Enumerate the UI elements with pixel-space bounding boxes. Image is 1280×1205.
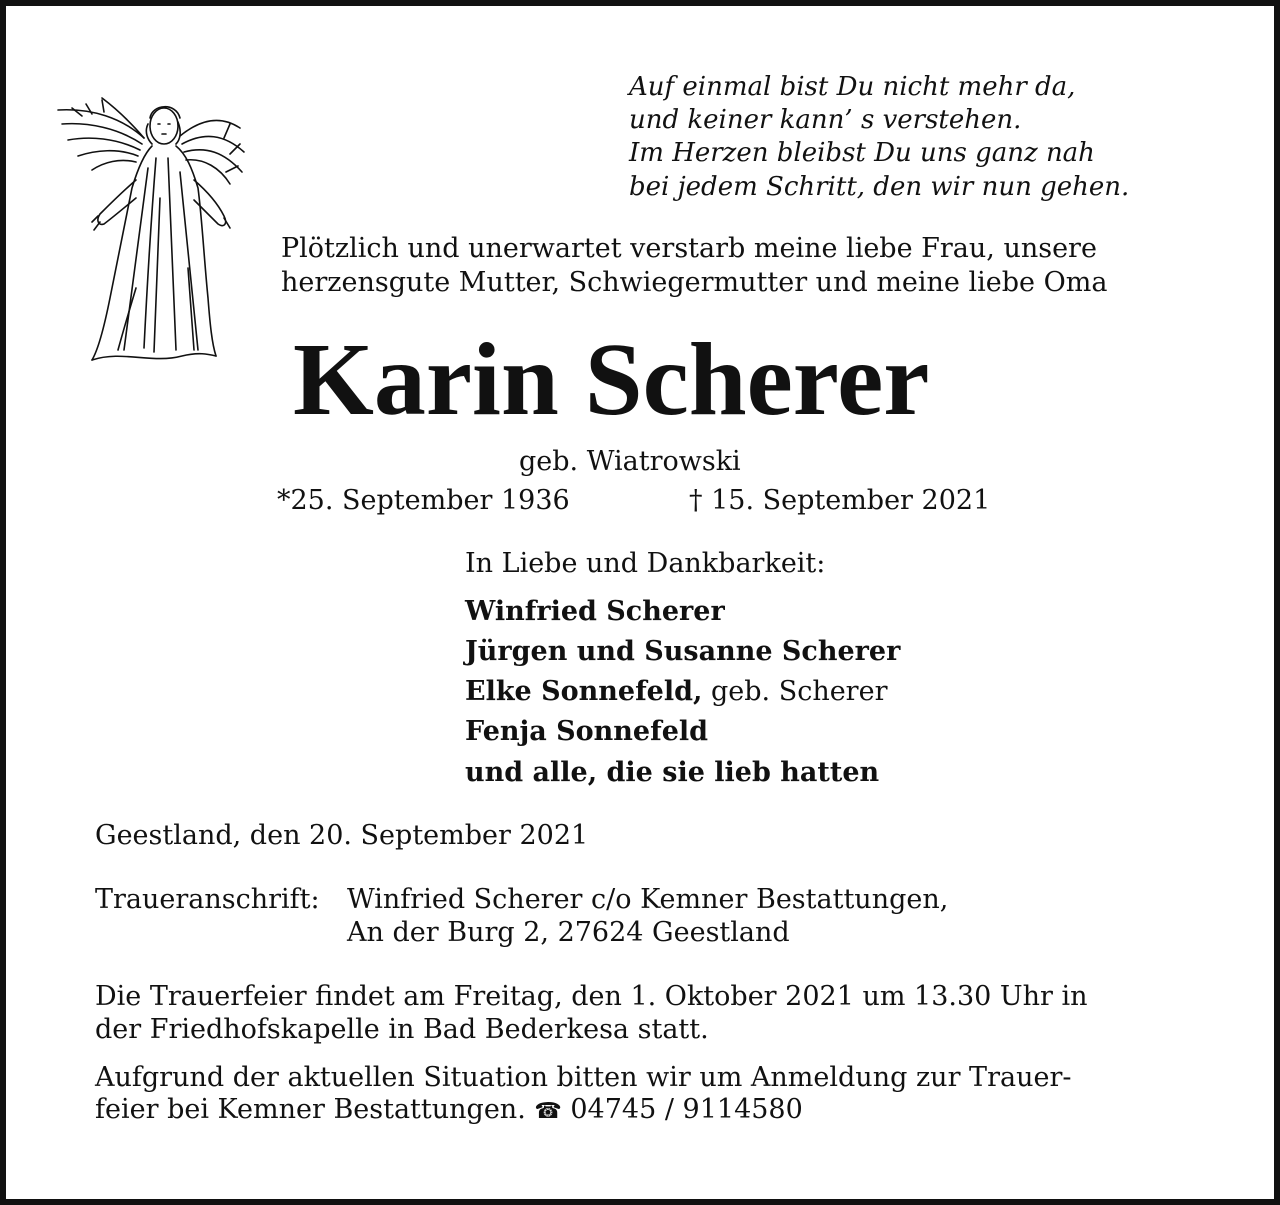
address-line-2: An der Burg 2, 27624 Geestland <box>347 917 790 948</box>
notice-line-1: Aufgrund der aktuellen Situation bitten wir um Anmeldung zur Trauer- <box>95 1062 1072 1093</box>
poem-line-2: und keiner kann’ s verstehen. <box>629 105 1022 135</box>
poem-line-4: bei jedem Schritt, den wir nun gehen. <box>629 172 1130 202</box>
intro-line-1: Plötzlich und unerwartet verstarb meine liebe Frau, unsere <box>281 233 1097 264</box>
place-date: Geestland, den 20. September 2021 <box>95 820 589 851</box>
mourner-1: Winfried Scherer <box>465 596 725 627</box>
angel-icon <box>52 88 248 368</box>
address-label: Traueranschrift: <box>95 884 320 915</box>
phone-number: 04745 / 9114580 <box>570 1094 803 1125</box>
mourners-heading: In Liebe und Dankbarkeit: <box>465 548 826 579</box>
poem-line-3: Im Herzen bleibst Du uns ganz nah <box>629 138 1095 168</box>
mourner-5: und alle, die sie lieb hatten <box>465 757 880 788</box>
birth-date: *25. September 1936 <box>277 485 570 516</box>
notice-line-2: feier bei Kemner Bestattungen. ☎ 04745 / 9114580 <box>95 1094 803 1125</box>
death-date: † 15. September 2021 <box>689 485 991 516</box>
service-line-2: der Friedhofskapelle in Bad Bederkesa statt. <box>95 1014 709 1045</box>
service-line-1: Die Trauerfeier findet am Freitag, den 1. Oktober 2021 um 13.30 Uhr in <box>95 981 1088 1012</box>
intro-line-2: herzensgute Mutter, Schwiegermutter und meine liebe Oma <box>281 267 1108 298</box>
telephone-icon: ☎ <box>534 1099 562 1124</box>
mourner-3: Elke Sonnefeld, geb. Scherer <box>465 676 888 707</box>
maiden-name: geb. Wiatrowski <box>519 446 741 477</box>
poem-line-1: Auf einmal bist Du nicht mehr da, <box>629 72 1076 102</box>
mourner-2: Jürgen und Susanne Scherer <box>465 636 901 667</box>
deceased-name: Karin Scherer <box>293 322 930 437</box>
address-line-1: Winfried Scherer c/o Kemner Bestattungen, <box>347 884 949 915</box>
mourner-4: Fenja Sonnefeld <box>465 716 709 747</box>
